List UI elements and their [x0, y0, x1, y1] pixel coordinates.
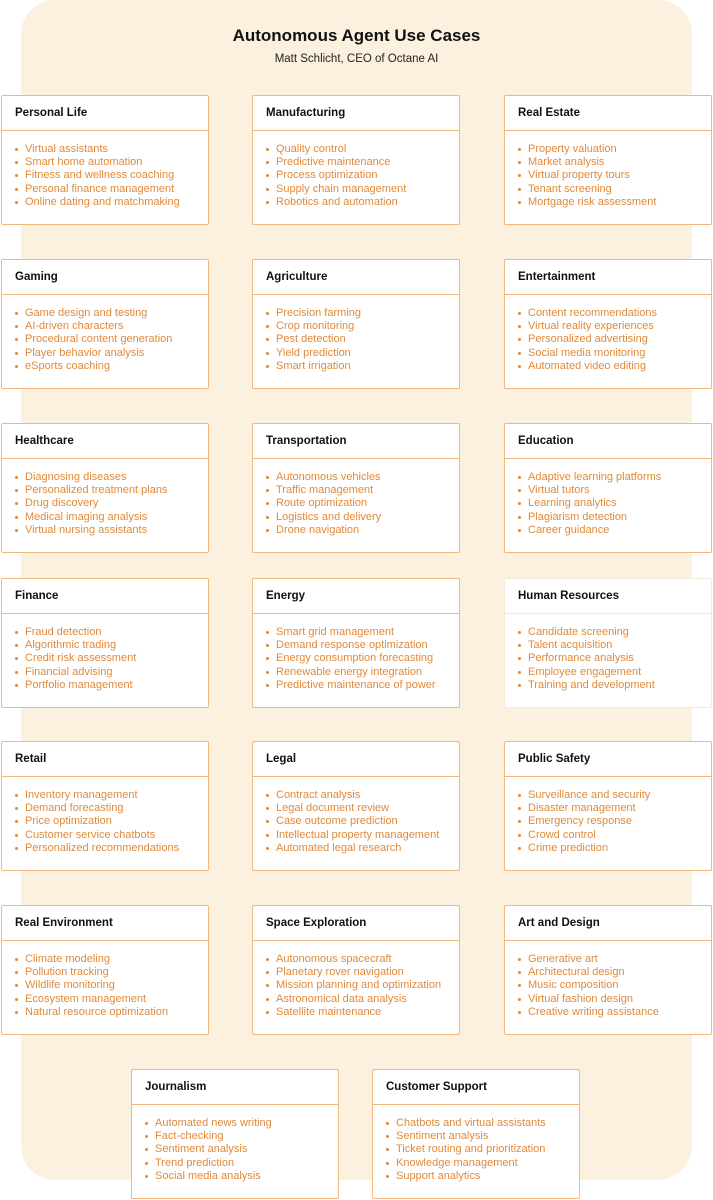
card-list: [505, 295, 711, 373]
list-item: Performance analysis: [518, 652, 711, 665]
list-item: Surveillance and security: [518, 789, 711, 802]
card-list: [505, 459, 711, 537]
list-item: Virtual property tours: [518, 169, 711, 182]
list-item: Trend prediction: [145, 1157, 338, 1170]
list-item: Plagiarism detection: [518, 511, 711, 524]
list-item: Diagnosing diseases: [15, 471, 208, 484]
list-item: Support analytics: [386, 1170, 579, 1183]
list-item: Crime prediction: [518, 842, 711, 855]
list-item: Smart grid management: [266, 626, 459, 639]
list-item: Chatbots and virtual assistants: [386, 1117, 579, 1130]
list-item: Tenant screening: [518, 183, 711, 196]
card-legal: [252, 741, 460, 871]
card-healthcare: [1, 423, 209, 553]
card-list: [505, 941, 711, 1019]
list-item: Learning analytics: [518, 497, 711, 510]
card-energy: [252, 578, 460, 708]
list-item: Virtual reality experiences: [518, 320, 711, 333]
list-item: Quality control: [266, 143, 459, 156]
list-item: Pollution tracking: [15, 966, 208, 979]
list-item: Crop monitoring: [266, 320, 459, 333]
list-item: Autonomous vehicles: [266, 471, 459, 484]
list-item: Autonomous spacecraft: [266, 953, 459, 966]
list-item: Adaptive learning platforms: [518, 471, 711, 484]
list-item: Property valuation: [518, 143, 711, 156]
list-item: AI-driven characters: [15, 320, 208, 333]
card-list: [505, 777, 711, 855]
list-item: Personalized recommendations: [15, 842, 208, 855]
list-item: Astronomical data analysis: [266, 993, 459, 1006]
page-subtitle: Matt Schlicht, CEO of Octane AI: [274, 53, 439, 65]
list-item: Automated video editing: [518, 360, 711, 373]
card-title: Energy: [253, 579, 459, 614]
list-item: Disaster management: [518, 802, 711, 815]
list-item: Smart irrigation: [266, 360, 459, 373]
list-item: Market analysis: [518, 156, 711, 169]
list-item: Precision farming: [266, 307, 459, 320]
list-item: Energy consumption forecasting: [266, 652, 459, 665]
card-art-and-design: [504, 905, 712, 1035]
list-item: Architectural design: [518, 966, 711, 979]
card-list: [253, 941, 459, 1019]
card-personal-life: [1, 95, 209, 225]
card-human-resources: [504, 578, 712, 708]
list-item: Mission planning and optimization: [266, 979, 459, 992]
card-finance: [1, 578, 209, 708]
list-item: Emergency response: [518, 815, 711, 828]
list-item: Financial advising: [15, 666, 208, 679]
card-list: [132, 1105, 338, 1183]
list-item: Route optimization: [266, 497, 459, 510]
list-item: Credit risk assessment: [15, 652, 208, 665]
card-title: Healthcare: [2, 424, 208, 459]
card-manufacturing: [252, 95, 460, 225]
card-journalism: [131, 1069, 339, 1199]
card-list: [2, 459, 208, 537]
list-item: Content recommendations: [518, 307, 711, 320]
list-item: Logistics and delivery: [266, 511, 459, 524]
list-item: Case outcome prediction: [266, 815, 459, 828]
list-item: Employee engagement: [518, 666, 711, 679]
list-item: Drone navigation: [266, 524, 459, 537]
list-item: Crowd control: [518, 829, 711, 842]
card-list: [2, 131, 208, 209]
list-item: Smart home automation: [15, 156, 208, 169]
list-item: Algorithmic trading: [15, 639, 208, 652]
card-customer-support: [372, 1069, 580, 1199]
list-item: Wildlife monitoring: [15, 979, 208, 992]
list-item: Demand forecasting: [15, 802, 208, 815]
list-item: Yield prediction: [266, 347, 459, 360]
list-item: Player behavior analysis: [15, 347, 208, 360]
list-item: Predictive maintenance: [266, 156, 459, 169]
list-item: Virtual nursing assistants: [15, 524, 208, 537]
card-retail: [1, 741, 209, 871]
card-list: [2, 295, 208, 373]
list-item: Medical imaging analysis: [15, 511, 208, 524]
list-item: Predictive maintenance of power: [266, 679, 459, 692]
list-item: Mortgage risk assessment: [518, 196, 711, 209]
list-item: Natural resource optimization: [15, 1006, 208, 1019]
card-list: [2, 941, 208, 1019]
card-list: [253, 614, 459, 692]
list-item: Music composition: [518, 979, 711, 992]
list-item: Automated legal research: [266, 842, 459, 855]
list-item: Personal finance management: [15, 183, 208, 196]
card-title: Space Exploration: [253, 906, 459, 941]
list-item: Supply chain management: [266, 183, 459, 196]
card-title: Entertainment: [505, 260, 711, 295]
list-item: Talent acquisition: [518, 639, 711, 652]
card-list: [505, 131, 711, 209]
list-item: Personalized treatment plans: [15, 484, 208, 497]
list-item: eSports coaching: [15, 360, 208, 373]
list-item: Personalized advertising: [518, 333, 711, 346]
list-item: Generative art: [518, 953, 711, 966]
list-item: Intellectual property management: [266, 829, 459, 842]
card-title: Manufacturing: [253, 96, 459, 131]
list-item: Satellite maintenance: [266, 1006, 459, 1019]
card-space-exploration: [252, 905, 460, 1035]
card-title: Human Resources: [505, 579, 711, 614]
card-title: Customer Support: [373, 1070, 579, 1105]
card-title: Transportation: [253, 424, 459, 459]
card-title: Legal: [253, 742, 459, 777]
card-title: Finance: [2, 579, 208, 614]
list-item: Process optimization: [266, 169, 459, 182]
card-title: Gaming: [2, 260, 208, 295]
card-real-environment: [1, 905, 209, 1035]
list-item: Traffic management: [266, 484, 459, 497]
card-list: [253, 295, 459, 373]
card-title: Real Estate: [505, 96, 711, 131]
list-item: Drug discovery: [15, 497, 208, 510]
list-item: Sentiment analysis: [145, 1143, 338, 1156]
card-agriculture: [252, 259, 460, 389]
list-item: Robotics and automation: [266, 196, 459, 209]
list-item: Renewable energy integration: [266, 666, 459, 679]
list-item: Customer service chatbots: [15, 829, 208, 842]
list-item: Portfolio management: [15, 679, 208, 692]
list-item: Price optimization: [15, 815, 208, 828]
list-item: Automated news writing: [145, 1117, 338, 1130]
card-gaming: [1, 259, 209, 389]
list-item: Virtual assistants: [15, 143, 208, 156]
card-list: [373, 1105, 579, 1183]
card-title: Art and Design: [505, 906, 711, 941]
card-entertainment: [504, 259, 712, 389]
card-title: Agriculture: [253, 260, 459, 295]
page-title: Autonomous Agent Use Cases: [232, 26, 481, 45]
list-item: Climate modeling: [15, 953, 208, 966]
card-list: [2, 777, 208, 855]
list-item: Career guidance: [518, 524, 711, 537]
list-item: Training and development: [518, 679, 711, 692]
list-item: Social media analysis: [145, 1170, 338, 1183]
list-item: Ticket routing and prioritization: [386, 1143, 579, 1156]
card-transportation: [252, 423, 460, 553]
card-list: [2, 614, 208, 692]
list-item: Procedural content generation: [15, 333, 208, 346]
card-public-safety: [504, 741, 712, 871]
card-list: [505, 614, 711, 692]
list-item: Legal document review: [266, 802, 459, 815]
card-title: Real Environment: [2, 906, 208, 941]
list-item: Fraud detection: [15, 626, 208, 639]
list-item: Inventory management: [15, 789, 208, 802]
list-item: Sentiment analysis: [386, 1130, 579, 1143]
list-item: Candidate screening: [518, 626, 711, 639]
list-item: Game design and testing: [15, 307, 208, 320]
card-real-estate: [504, 95, 712, 225]
card-title: Journalism: [132, 1070, 338, 1105]
list-item: Creative writing assistance: [518, 1006, 711, 1019]
list-item: Fitness and wellness coaching: [15, 169, 208, 182]
card-list: [253, 131, 459, 209]
card-list: [253, 459, 459, 537]
list-item: Demand response optimization: [266, 639, 459, 652]
list-item: Planetary rover navigation: [266, 966, 459, 979]
card-title: Personal Life: [2, 96, 208, 131]
list-item: Pest detection: [266, 333, 459, 346]
card-title: Retail: [2, 742, 208, 777]
card-title: Public Safety: [505, 742, 711, 777]
list-item: Fact-checking: [145, 1130, 338, 1143]
list-item: Social media monitoring: [518, 347, 711, 360]
card-title: Education: [505, 424, 711, 459]
card-list: [253, 777, 459, 855]
list-item: Contract analysis: [266, 789, 459, 802]
list-item: Virtual fashion design: [518, 993, 711, 1006]
list-item: Online dating and matchmaking: [15, 196, 208, 209]
list-item: Ecosystem management: [15, 993, 208, 1006]
list-item: Knowledge management: [386, 1157, 579, 1170]
card-education: [504, 423, 712, 553]
list-item: Virtual tutors: [518, 484, 711, 497]
